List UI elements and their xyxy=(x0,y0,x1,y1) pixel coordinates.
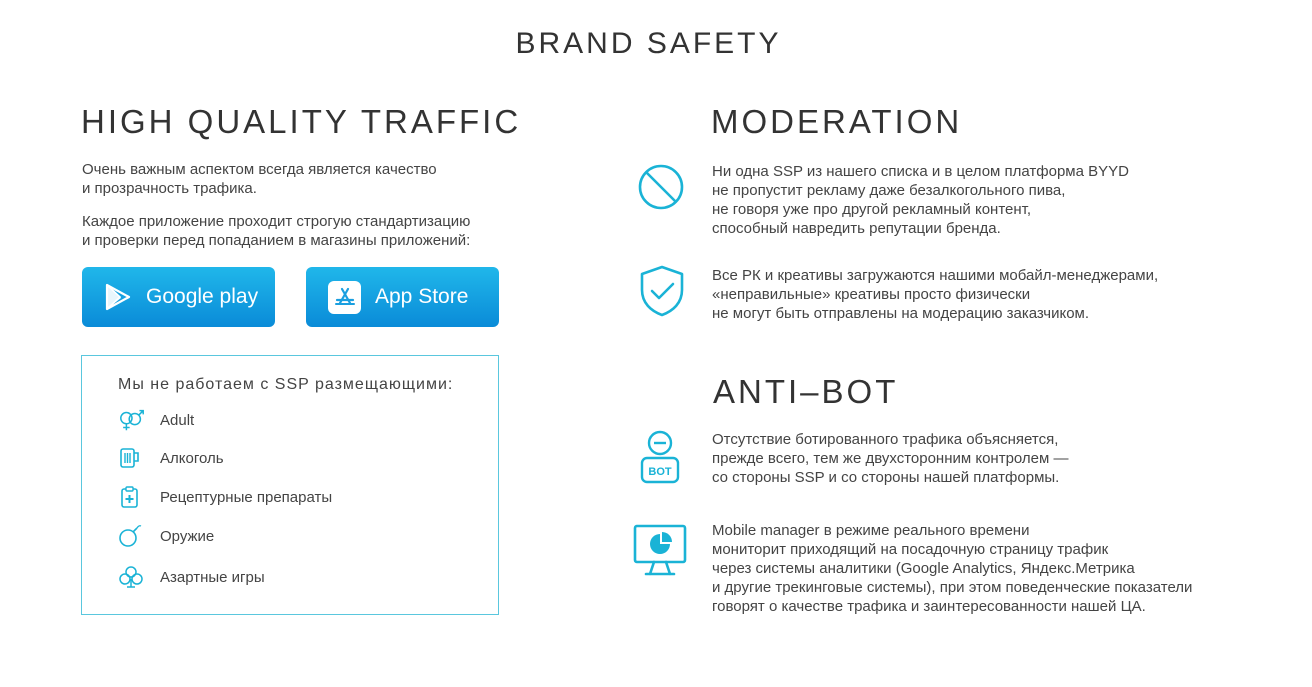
app-store-icon xyxy=(328,281,361,314)
analytics-monitor-icon xyxy=(632,522,688,578)
list-item xyxy=(118,485,332,509)
list-item xyxy=(118,524,214,548)
anti-bot-paragraph-2: Mobile manager в режиме реального времени мониторит приходящий на посадочную страницу трафик через системы аналитики (Google Analytics, Яндекс.Метрика и другие трекинговые системы), при этом поведенческие показатели говорят о качестве трафика и заинтересованности нашей ЦА. xyxy=(712,522,1193,615)
moderation-paragraph-1: Ни одна SSP из нашего списка и в целом платформа BYYD не пропустит рекламу даже безалкогольного пива, не говоря уже про другой рекламный контент, способный навредить репутации бренда. xyxy=(712,163,1129,237)
club-suit-icon xyxy=(118,565,146,589)
list-item-label: Рецептурные препараты xyxy=(160,488,333,506)
list-item-label: Алкоголь xyxy=(160,449,224,467)
app-store-button[interactable] xyxy=(306,267,499,327)
medicine-icon xyxy=(118,485,146,509)
bot-icon xyxy=(634,428,686,486)
google-play-label: Google play xyxy=(146,285,259,308)
list-item-label: Азартные игры xyxy=(160,568,265,586)
list-item xyxy=(118,446,224,470)
high-quality-paragraph-1: Очень важным аспектом всегда является качество и прозрачность трафика. xyxy=(82,161,437,197)
anti-bot-title: ANTI–BOT xyxy=(713,373,899,410)
play-store-icon xyxy=(102,281,134,313)
list-item xyxy=(118,408,194,432)
page-title: BRAND SAFETY xyxy=(515,27,782,60)
bot-badge-text: BOT xyxy=(648,466,672,478)
bomb-icon xyxy=(118,524,146,548)
excluded-ssp-box xyxy=(81,355,499,615)
moderation-paragraph-2: Все РК и креативы загружаются нашими мобайл-менеджерами, «неправильные» креативы просто физически не могут быть отправлены на модерацию заказчиком. xyxy=(712,267,1159,322)
high-quality-paragraph-2: Каждое приложение проходит строгую стандартизацию и проверки перед попаданием в магазины приложений: xyxy=(82,213,471,249)
shield-check-icon xyxy=(636,265,688,317)
google-play-button[interactable] xyxy=(82,267,275,327)
ban-icon xyxy=(635,161,687,213)
app-store-label: App Store xyxy=(375,285,469,308)
beer-mug-icon xyxy=(118,446,146,470)
gender-icon xyxy=(118,408,146,432)
excluded-ssp-heading: Мы не работаем с SSP размещающими: xyxy=(118,376,454,393)
list-item xyxy=(118,565,265,589)
moderation-title: MODERATION xyxy=(711,103,963,140)
anti-bot-paragraph-1: Отсутствие ботированного трафика объясняется, прежде всего, тем же двухсторонним контролем — со стороны SSP и со стороны нашей платформы. xyxy=(712,431,1069,486)
list-item-label: Adult xyxy=(160,411,195,429)
high-quality-title: HIGH QUALITY TRAFFIC xyxy=(81,103,522,140)
list-item-label: Оружие xyxy=(160,527,215,545)
